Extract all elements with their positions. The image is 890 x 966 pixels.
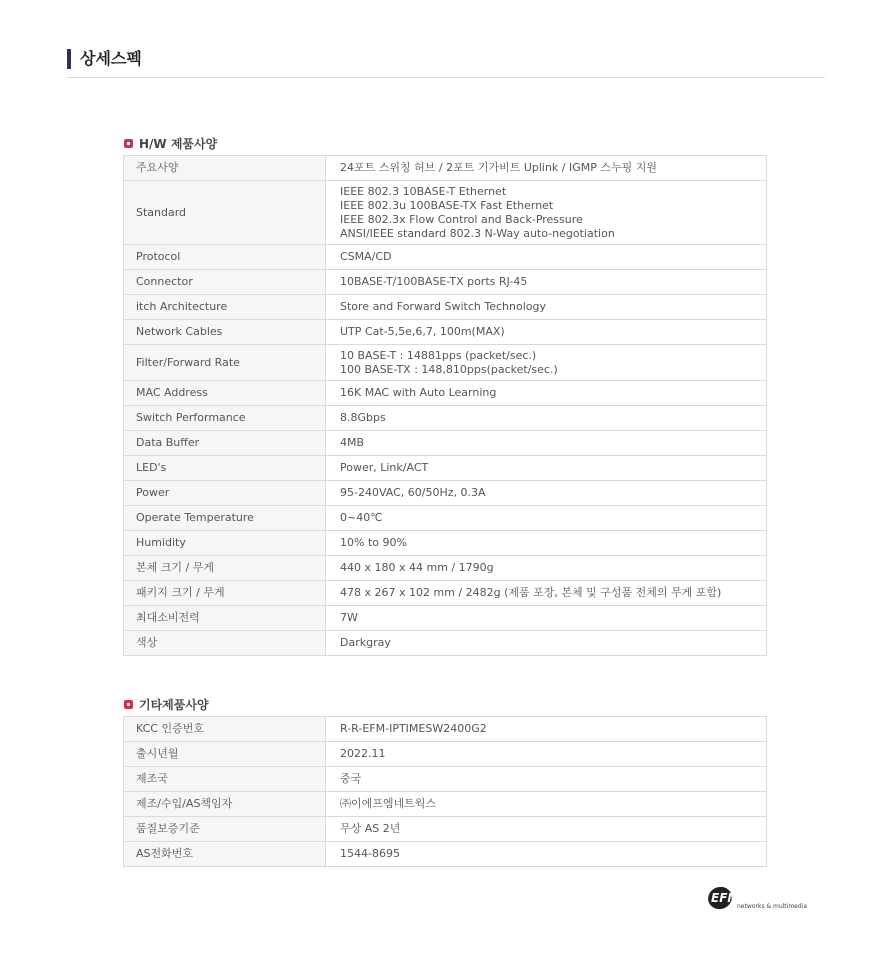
spec-row (124, 456, 767, 481)
spec-row (124, 431, 767, 456)
bullet-square-icon (124, 139, 133, 148)
spec-row (124, 717, 767, 742)
spec-value (326, 456, 767, 481)
spec-key: 출시년월 (124, 742, 326, 767)
spec-row (124, 531, 767, 556)
spec-row (124, 556, 767, 581)
spec-value-line: ANSI/IEEE standard 802.3 N-Way auto-negotiation (340, 226, 615, 240)
spec-value (326, 481, 767, 506)
spec-value-line: 중국 (340, 772, 362, 785)
hw-spec-table (123, 155, 767, 656)
spec-row (124, 506, 767, 531)
logo-mark-text: EFM (711, 891, 740, 905)
spec-value-line: R-R-EFM-IPTIMESW2400G2 (340, 722, 487, 735)
spec-value (326, 506, 767, 531)
spec-value (326, 631, 767, 656)
spec-row (124, 631, 767, 656)
etc-section-title (123, 696, 767, 714)
spec-row (124, 156, 767, 181)
spec-key: 제조국 (124, 767, 326, 792)
spec-key: 품질보증기준 (124, 817, 326, 842)
spec-row (124, 581, 767, 606)
spec-row (124, 742, 767, 767)
spec-key: Operate Temperature (124, 506, 326, 531)
spec-value (326, 156, 767, 181)
spec-key: Data Buffer (124, 431, 326, 456)
spec-row (124, 606, 767, 631)
spec-key: AS전화번호 (124, 842, 326, 867)
title-bar-accent (67, 49, 71, 69)
spec-row (124, 842, 767, 867)
spec-key: MAC Address (124, 381, 326, 406)
spec-value-line: 24포트 스위칭 허브 / 2포트 기가비트 Uplink / IGMP 스누핑 지원 (340, 161, 658, 174)
spec-value (326, 742, 767, 767)
spec-value (326, 556, 767, 581)
spec-row (124, 245, 767, 270)
spec-value-line: 4MB (340, 436, 365, 449)
spec-value-line: IEEE 802.3 10BASE-T Ethernet (340, 184, 507, 198)
etc-spec-section (123, 696, 767, 867)
spec-value (326, 581, 767, 606)
spec-value-line: 2022.11 (340, 747, 386, 760)
spec-value (326, 842, 767, 867)
spec-key: itch Architecture (124, 295, 326, 320)
spec-value-line: ㈜이에프엠네트웍스 (340, 797, 437, 810)
bullet-square-icon (124, 700, 133, 709)
efm-logo (706, 884, 821, 914)
hw-section-title (123, 135, 767, 153)
spec-row (124, 792, 767, 817)
spec-key: Network Cables (124, 320, 326, 345)
page-header (67, 47, 825, 78)
spec-value (326, 320, 767, 345)
spec-value-line: 440 x 180 x 44 mm / 1790g (340, 561, 494, 574)
spec-key: Humidity (124, 531, 326, 556)
hw-spec-section (123, 135, 767, 656)
etc-section-title-text: 기타제품사양 (139, 698, 209, 712)
spec-key: Standard (124, 181, 326, 245)
spec-key: KCC 인증번호 (124, 717, 326, 742)
spec-value-line: 16K MAC with Auto Learning (340, 386, 497, 399)
spec-value-line: 무상 AS 2년 (340, 822, 401, 835)
spec-value-line: 478 x 267 x 102 mm / 2482g (제품 포장, 본체 및 구성품 전체의 무게 포함) (340, 586, 722, 599)
spec-value (326, 245, 767, 270)
spec-value (326, 181, 767, 245)
spec-key: 제조/수입/AS책임자 (124, 792, 326, 817)
spec-value-line: IEEE 802.3u 100BASE-TX Fast Ethernet (340, 198, 554, 212)
spec-value-line: 0~40℃ (340, 511, 383, 524)
spec-value-line: 10 BASE-T : 14881pps (packet/sec.) (340, 348, 537, 362)
hw-section-title-text: H/W 제품사양 (139, 137, 218, 151)
spec-key: 본체 크기 / 무게 (124, 556, 326, 581)
spec-row (124, 320, 767, 345)
spec-row (124, 817, 767, 842)
spec-key: Filter/Forward Rate (124, 345, 326, 381)
spec-row (124, 345, 767, 381)
spec-row (124, 406, 767, 431)
spec-value (326, 406, 767, 431)
spec-value-line: 10BASE-T/100BASE-TX ports RJ-45 (340, 275, 528, 288)
spec-key: Protocol (124, 245, 326, 270)
etc-spec-table (123, 716, 767, 867)
spec-value (326, 270, 767, 295)
spec-value-line: 7W (340, 611, 358, 624)
spec-value (326, 381, 767, 406)
spec-row (124, 767, 767, 792)
page-title: 상세스펙 (80, 49, 142, 68)
spec-value-line: Darkgray (340, 636, 391, 649)
spec-key: Connector (124, 270, 326, 295)
spec-row (124, 181, 767, 245)
spec-key: 최대소비전력 (124, 606, 326, 631)
spec-value-line: 1544-8695 (340, 847, 400, 860)
spec-value (326, 717, 767, 742)
spec-value-line: IEEE 802.3x Flow Control and Back-Pressure (340, 212, 583, 226)
spec-row (124, 295, 767, 320)
spec-key: 주요사양 (124, 156, 326, 181)
spec-value-line: UTP Cat-5,5e,6,7, 100m(MAX) (340, 325, 505, 338)
spec-value-line: CSMA/CD (340, 250, 392, 263)
spec-value-line: 100 BASE-TX : 148,810pps(packet/sec.) (340, 362, 558, 376)
spec-value-line: 8.8Gbps (340, 411, 386, 424)
spec-key: 패키지 크기 / 무게 (124, 581, 326, 606)
spec-value-line: Store and Forward Switch Technology (340, 300, 546, 313)
spec-value (326, 295, 767, 320)
spec-value (326, 767, 767, 792)
spec-value-line: 95-240VAC, 60/50Hz, 0.3A (340, 486, 486, 499)
spec-value (326, 531, 767, 556)
spec-value (326, 792, 767, 817)
spec-key: Power (124, 481, 326, 506)
spec-value-line: Power, Link/ACT (340, 461, 429, 474)
spec-value (326, 345, 767, 381)
spec-value (326, 431, 767, 456)
spec-value (326, 817, 767, 842)
spec-key: 색상 (124, 631, 326, 656)
spec-value (326, 606, 767, 631)
spec-key: LED's (124, 456, 326, 481)
spec-value-line: 10% to 90% (340, 536, 407, 549)
spec-key: Switch Performance (124, 406, 326, 431)
spec-row (124, 270, 767, 295)
spec-row (124, 381, 767, 406)
logo-tagline: networks & multimedia (737, 903, 808, 910)
spec-row (124, 481, 767, 506)
